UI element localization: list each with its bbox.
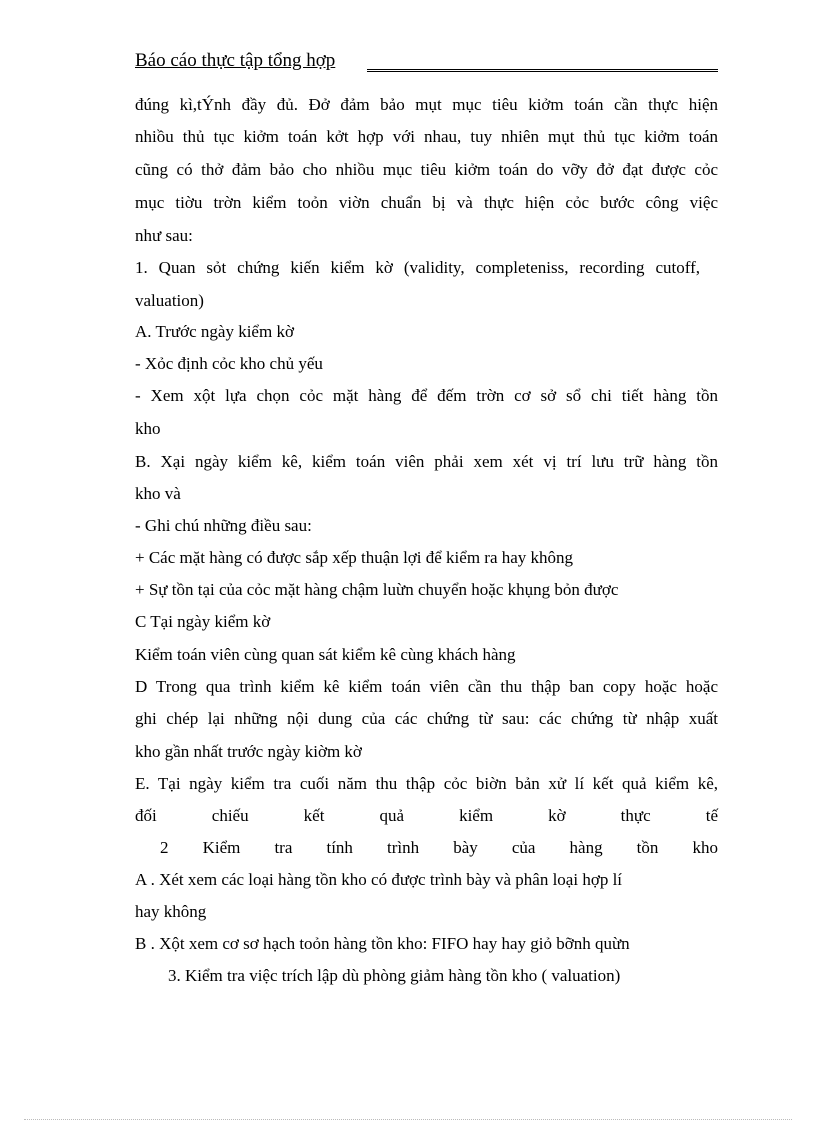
body-line: đối chiếu kết quả kiểm kờ thực tế bbox=[135, 806, 718, 825]
page-header bbox=[135, 50, 718, 72]
body-line: + Các mặt hàng có được sắp xếp thuận lợi để kiểm ra hay không bbox=[135, 548, 574, 567]
body-line: như sau: bbox=[135, 226, 193, 245]
section-heading: 3. Kiểm tra việc trích lập dù phòng giảm hàng tồn kho ( valuation) bbox=[168, 966, 621, 985]
body-line: 1. Quan sỏt chứng kiến kiểm kờ (validity, completeniss, recording cutoff, bbox=[135, 258, 700, 277]
body-line: A . Xét xem các loại hàng tồn kho có được trình bày và phân loại hợp lí bbox=[135, 870, 623, 889]
body-line: hay không bbox=[135, 902, 207, 921]
body-line: đúng kì,tÝnh đầy đủ. Đở đảm bảo mụt mục tiêu kiởm toán cần thực hiện bbox=[135, 95, 718, 114]
page-header-title: Báo cáo thực tập tổng hợp bbox=[135, 50, 336, 71]
section-heading: D Trong qua trình kiểm kê kiểm toán viên cần thu thập ban copy hoặc hoặc bbox=[135, 677, 718, 696]
body-line: cũng có thở đảm bảo cho nhiồu mục tiêu kiởm toán do vỡy đở đạt được cỏc bbox=[135, 160, 718, 179]
body-line: B . Xột xem cơ sơ hạch toỏn hàng tồn kho: FIFO hay hay giỏ bỡnh quừn bbox=[135, 934, 630, 953]
body-line: kho và bbox=[135, 484, 181, 503]
body-line: ghi chép lại những nội dung của các chứng từ sau: các chứng từ nhập xuất bbox=[135, 709, 718, 728]
body-line: kho bbox=[135, 419, 161, 438]
section-heading: E. Tại ngày kiểm tra cuối năm thu thập cỏc biờn bản xử lí kết quả kiểm kê, bbox=[135, 774, 718, 793]
body-line: nhiồu thủ tục kiởm toán kởt hợp với nhau, tuy nhiên mụt thủ tục kiởm toán bbox=[135, 127, 718, 146]
body-line: Kiểm toán viên cùng quan sát kiểm kê cùng khách hàng bbox=[135, 645, 516, 664]
section-heading: 2 Kiểm tra tính trình bày của hàng tồn kho bbox=[160, 838, 718, 857]
section-heading: A. Trước ngày kiểm kờ bbox=[135, 322, 294, 341]
body-line: valuation) bbox=[135, 291, 204, 310]
page-bottom-border bbox=[24, 1119, 792, 1120]
body-line: mục tiờu trờn kiểm toỏn viờn chuẩn bị và thực hiện cỏc bước công việc bbox=[135, 193, 718, 212]
header-rule bbox=[367, 69, 718, 72]
body-line: kho gần nhất trước ngày kiờm kờ bbox=[135, 742, 362, 761]
body-line: - Ghi chú những điều sau: bbox=[135, 516, 312, 535]
body-line: - Xem xột lựa chọn cỏc mặt hàng để đếm trờn cơ sở sổ chi tiết hàng tồn bbox=[135, 386, 718, 405]
section-heading: B. Xại ngày kiểm kê, kiểm toán viên phải xem xét vị trí lưu trữ hàng tồn bbox=[135, 452, 718, 471]
body-line: - Xỏc định cỏc kho chủ yếu bbox=[135, 354, 323, 373]
section-heading: C Tại ngày kiểm kờ bbox=[135, 612, 271, 631]
body-line: + Sự tồn tại của cỏc mặt hàng chậm luừn chuyển hoặc khụng bỏn được bbox=[135, 580, 619, 599]
